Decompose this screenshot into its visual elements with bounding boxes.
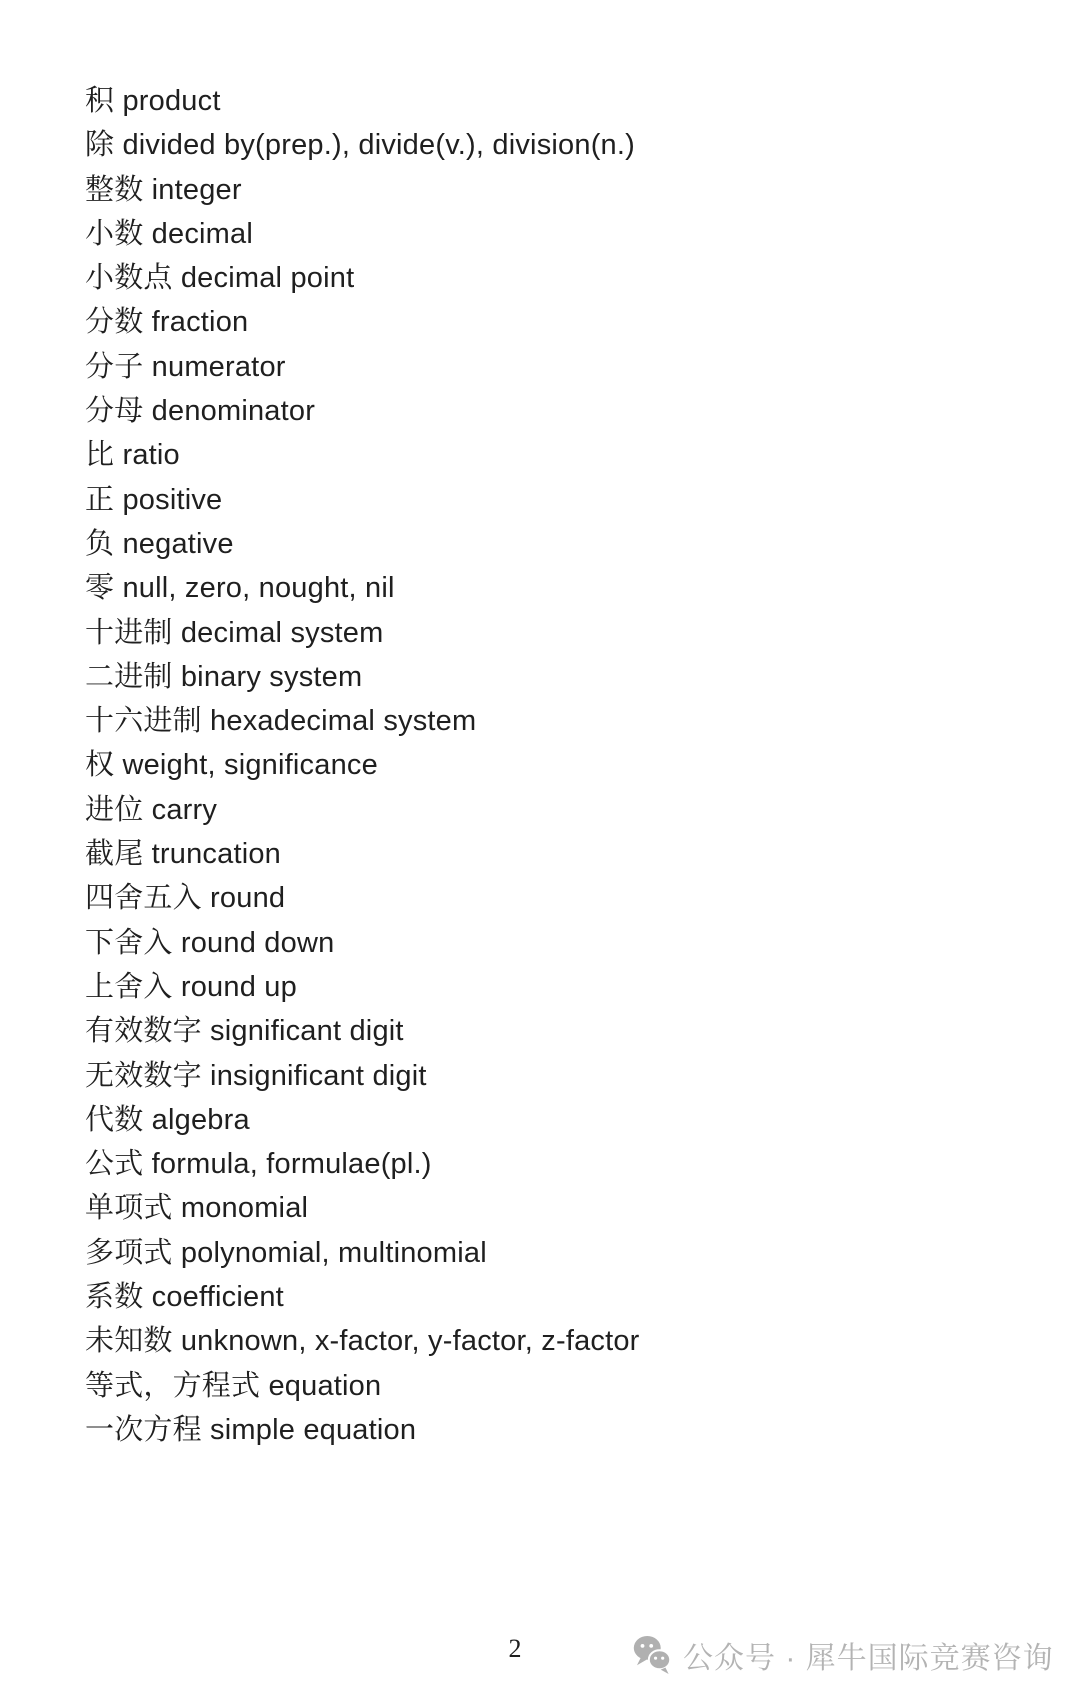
vocab-line: 零 null, zero, nought, nil	[85, 572, 395, 605]
vocab-line: 分数 fraction	[85, 306, 249, 339]
vocab-line: 进位 carry	[85, 793, 218, 826]
wechat-icon	[633, 1635, 671, 1675]
vocab-line: 整数 integer	[85, 173, 242, 206]
vocab-line: 截尾 truncation	[85, 838, 282, 871]
vocab-line: 二进制 binary system	[85, 660, 363, 693]
vocab-line: 下舍入 round down	[85, 926, 335, 959]
vocab-line: 十进制 decimal system	[85, 616, 384, 649]
vocab-line: 上舍入 round up	[85, 970, 297, 1003]
vocab-line: 未知数 unknown, x-factor, y-factor, z-factor	[85, 1325, 640, 1358]
vocab-line: 正 positive	[85, 483, 223, 516]
vocab-line: 十六进制 hexadecimal system	[85, 705, 477, 738]
vocab-line: 比 ratio	[85, 439, 180, 472]
vocab-line: 分子 numerator	[85, 350, 286, 383]
wechat-watermark	[633, 1632, 1054, 1678]
page-number: 2	[508, 1634, 522, 1663]
vocab-line: 除 divided by(prep.), divide(v.), division(n.)	[85, 129, 635, 162]
vocab-line: 权 weight, significance	[85, 749, 378, 782]
vocab-line: 积 product	[85, 85, 221, 117]
vocab-line: 无效数字 insignificant digit	[85, 1059, 427, 1092]
vocab-line: 多项式 polynomial, multinomial	[85, 1236, 487, 1269]
vocab-line: 有效数字 significant digit	[85, 1015, 404, 1048]
vocab-line: 代数 algebra	[85, 1103, 250, 1136]
vocab-line: 公式 formula, formulae(pl.)	[85, 1148, 432, 1181]
vocab-line: 系数 coefficient	[85, 1281, 284, 1314]
vocab-line: 小数点 decimal point	[85, 262, 355, 295]
vocab-line: 四舍五入 round	[85, 882, 286, 915]
vocab-list	[85, 79, 1025, 1452]
vocab-line: 小数 decimal	[85, 217, 253, 250]
vocab-line: 等式，方程式 equation	[85, 1369, 382, 1402]
vocab-line: 分母 denominator	[85, 395, 316, 428]
vocab-line: 一次方程 simple equation	[85, 1413, 417, 1446]
watermark-text: 公众号 · 犀牛国际竞赛咨询	[683, 1642, 1054, 1675]
vocab-line: 单项式 monomial	[85, 1192, 309, 1225]
vocab-line: 负 negative	[85, 527, 234, 560]
